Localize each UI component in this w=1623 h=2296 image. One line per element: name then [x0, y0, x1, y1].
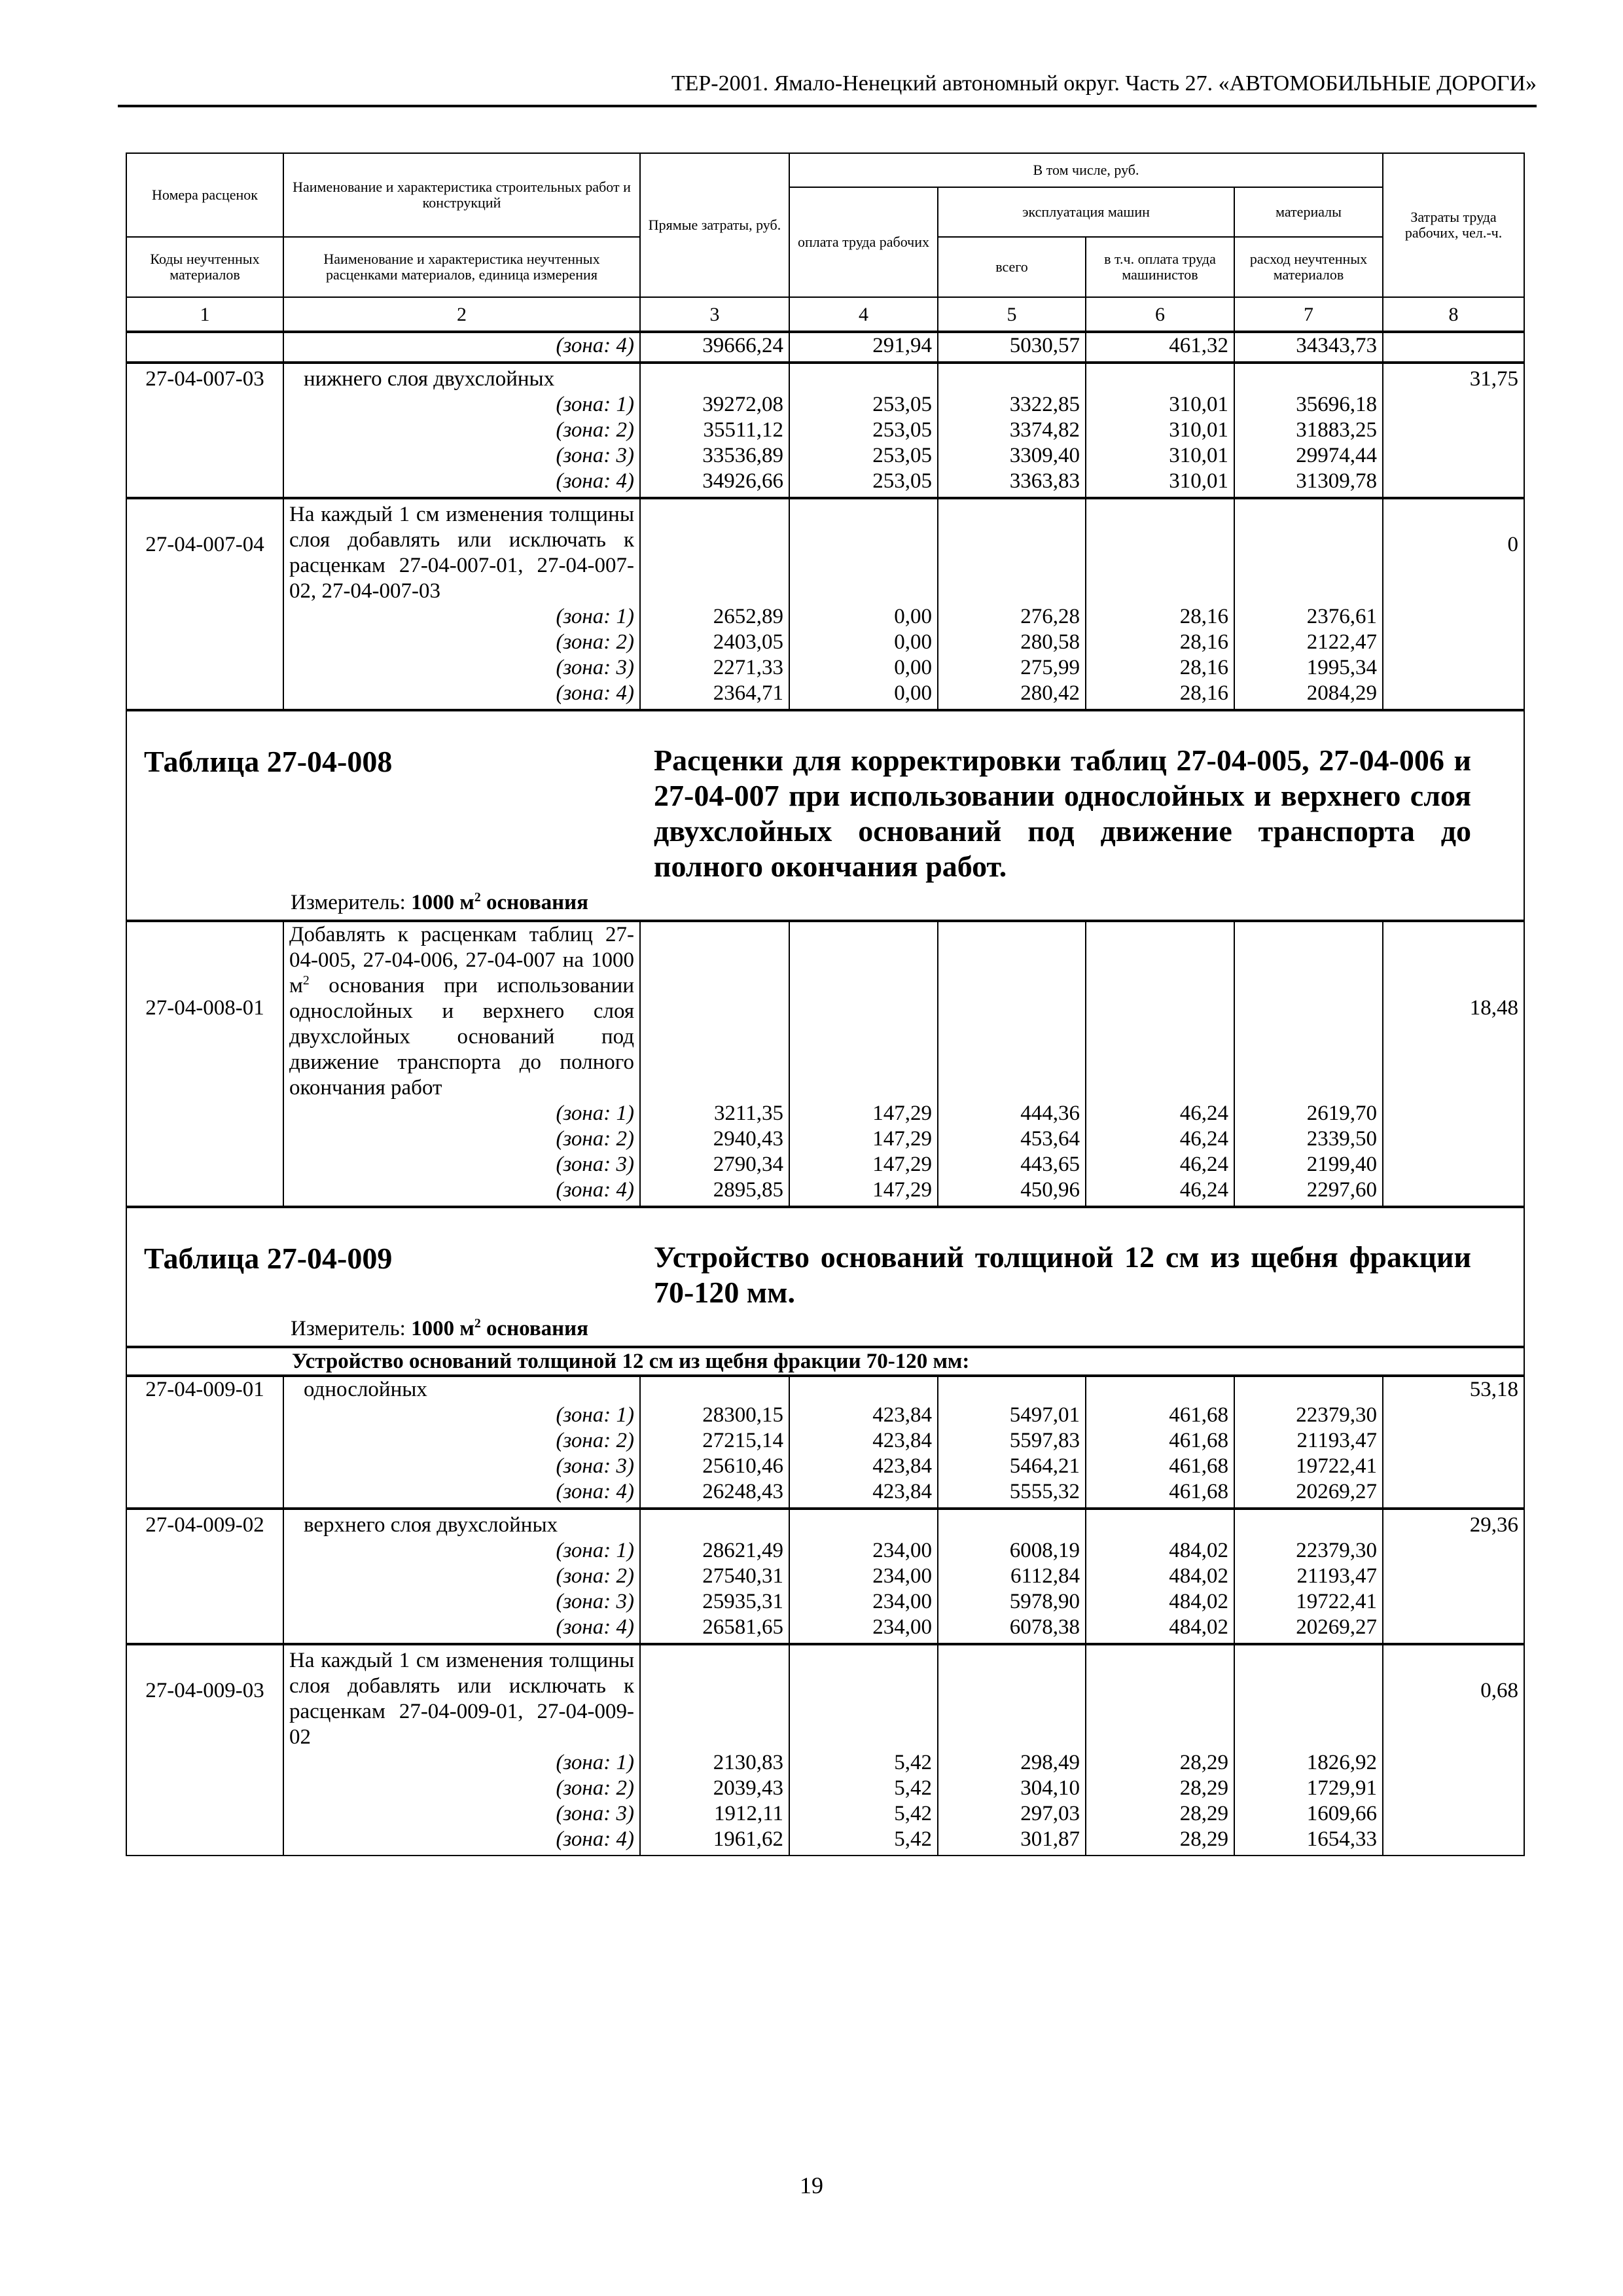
cost-value: 26248,43 [640, 1479, 789, 1509]
labor-hours: 0,68 [1383, 1644, 1524, 1856]
zone-label: (зона: 4) [283, 332, 640, 363]
zone-label: (зона: 3) [283, 655, 640, 681]
cost-value: 1912,11 [640, 1801, 789, 1827]
cost-value: 20269,27 [1234, 1479, 1383, 1509]
cost-value: 310,01 [1086, 418, 1234, 443]
cost-value: 35511,12 [640, 418, 789, 443]
cost-value: 2271,33 [640, 655, 789, 681]
cost-value: 234,00 [789, 1589, 938, 1615]
header-unaccounted-materials: расход неучтенных материалов [1234, 237, 1383, 297]
cost-value: 3363,83 [938, 469, 1086, 498]
zone-row [126, 1564, 1524, 1589]
rate-name: На каждый 1 см изменения толщины слоя добавлять или исключать к расценкам 27-04-009-01, 27-04-009-02 [283, 1644, 640, 1750]
zone-row [126, 1126, 1524, 1152]
zone-label: (зона: 1) [283, 604, 640, 630]
cost-value: 2376,61 [1234, 604, 1383, 630]
cost-value: 5497,01 [938, 1403, 1086, 1428]
rate-row-27-04-009-02 [126, 1509, 1524, 1538]
header-materials: материалы [1234, 187, 1383, 237]
header-operator-wages: в т.ч. оплата труда машинистов [1086, 237, 1234, 297]
page-number: 19 [800, 2172, 823, 2198]
cost-value: 28,16 [1086, 630, 1234, 655]
cost-value: 46,24 [1086, 1101, 1234, 1126]
table-description: Расценки для корректировки таблиц 27-04-005, 27-04-006 и 27-04-007 при использовании однослойных и верхнего слоя двухслойных оснований под движение транспорта до полного окончания работ. [654, 744, 1472, 883]
cost-value: 1826,92 [1234, 1750, 1383, 1776]
cost-value: 6008,19 [938, 1538, 1086, 1564]
zone-row [126, 1827, 1524, 1856]
labor-hours: 53,18 [1383, 1376, 1524, 1509]
rate-row-27-04-007-03 [126, 363, 1524, 392]
cost-value: 280,58 [938, 630, 1086, 655]
cost-value: 6112,84 [938, 1564, 1086, 1589]
cost-value: 5,42 [789, 1801, 938, 1827]
cost-value: 28,29 [1086, 1776, 1234, 1801]
zone-row [126, 392, 1524, 418]
zone-label: (зона: 4) [283, 1479, 640, 1509]
cost-value: 46,24 [1086, 1126, 1234, 1152]
zone-label: (зона: 1) [283, 392, 640, 418]
cost-value: 253,05 [789, 418, 938, 443]
cost-value: 423,84 [789, 1403, 938, 1428]
cost-value: 5978,90 [938, 1589, 1086, 1615]
cost-value: 1995,34 [1234, 655, 1383, 681]
zone-label: (зона: 4) [283, 1827, 640, 1856]
cost-value: 2619,70 [1234, 1101, 1383, 1126]
cost-value: 2339,50 [1234, 1126, 1383, 1152]
measure-unit: Измеритель: 1000 $м^2$ основания [291, 890, 589, 914]
cost-value: 27215,14 [640, 1428, 789, 1454]
cost-value: 147,29 [789, 1126, 938, 1152]
cost-value: 21193,47 [1234, 1564, 1383, 1589]
cost-value: 5030,57 [938, 332, 1086, 363]
cost-value: 6078,38 [938, 1615, 1086, 1644]
cost-value: 3211,35 [640, 1101, 789, 1126]
cost-value: 28,29 [1086, 1801, 1234, 1827]
cost-value: 35696,18 [1234, 392, 1383, 418]
cost-value: 25935,31 [640, 1589, 789, 1615]
header-worker-wages: оплата труда рабочих [789, 187, 938, 297]
cost-value: 291,94 [789, 332, 938, 363]
cost-value: 453,64 [938, 1126, 1086, 1152]
cost-value: 21193,47 [1234, 1428, 1383, 1454]
cost-value: 46,24 [1086, 1152, 1234, 1177]
rate-name: нижнего слоя двухслойных [283, 363, 640, 392]
cost-value: 20269,27 [1234, 1615, 1383, 1644]
cost-value: 5597,83 [938, 1428, 1086, 1454]
zone-row [126, 1750, 1524, 1776]
table-27-04-008-title [126, 710, 1524, 921]
rate-code: 27-04-009-02 [126, 1509, 283, 1644]
cost-value: 5464,21 [938, 1454, 1086, 1479]
cost-value: 26581,65 [640, 1615, 789, 1644]
running-head: ТЕР-2001. Ямало-Ненецкий автономный округ. Часть 27. «АВТОМОБИЛЬНЫЕ ДОРОГИ» [671, 71, 1537, 96]
zone-label: (зона: 2) [283, 1776, 640, 1801]
labor-hours: 18,48 [1383, 921, 1524, 1207]
zone-row [126, 1479, 1524, 1509]
cost-value: 3322,85 [938, 392, 1086, 418]
cost-value: 29974,44 [1234, 443, 1383, 469]
zone-label: (зона: 2) [283, 630, 640, 655]
cost-value: 234,00 [789, 1564, 938, 1589]
rate-name: Добавлять к расценкам таблиц 27-04-005, 27-04-006, 27-04-007 на 1000 $м^2$ основания при использовании однослойных и верхнего слоя двухслойных оснований под движение транспорта до полного окончания работ [283, 921, 640, 1101]
cost-value: 3374,82 [938, 418, 1086, 443]
rates-table [126, 152, 1525, 1856]
zone-row [126, 1428, 1524, 1454]
cost-value: 46,24 [1086, 1177, 1234, 1207]
cost-value: 280,42 [938, 681, 1086, 710]
cost-value: 423,84 [789, 1479, 938, 1509]
cost-value: 1609,66 [1234, 1801, 1383, 1827]
cost-value: 301,87 [938, 1827, 1086, 1856]
header-material-names: Наименование и характеристика неучтенных расценками материалов, единица измерения [283, 237, 640, 297]
zone-label: (зона: 3) [283, 443, 640, 469]
cost-value: 2130,83 [640, 1750, 789, 1776]
cost-value: 484,02 [1086, 1564, 1234, 1589]
cost-value: 34926,66 [640, 469, 789, 498]
table-description: Устройство оснований толщиной 12 см из щебня фракции 70-120 мм. [654, 1240, 1472, 1309]
cost-value: 2199,40 [1234, 1152, 1383, 1177]
zone-row [126, 1538, 1524, 1564]
rate-code: 27-04-007-04 [126, 498, 283, 710]
zone-label: (зона: 2) [283, 1564, 640, 1589]
cost-value: 253,05 [789, 443, 938, 469]
cost-value: 310,01 [1086, 443, 1234, 469]
rate-code: 27-04-009-01 [126, 1376, 283, 1509]
cost-value: 19722,41 [1234, 1454, 1383, 1479]
header-machines-total: всего [938, 237, 1086, 297]
zone-row [126, 1403, 1524, 1428]
cost-value: 22379,30 [1234, 1538, 1383, 1564]
cost-value: 461,68 [1086, 1403, 1234, 1428]
cost-value: 2039,43 [640, 1776, 789, 1801]
rate-row-27-04-007-04 [126, 498, 1524, 604]
cost-value: 253,05 [789, 392, 938, 418]
cost-value: 28,16 [1086, 604, 1234, 630]
zone-row [126, 1776, 1524, 1801]
cost-value: 2297,60 [1234, 1177, 1383, 1207]
rate-name: однослойных [283, 1376, 640, 1403]
cost-value: 310,01 [1086, 392, 1234, 418]
cost-value: 450,96 [938, 1177, 1086, 1207]
cost-value: 0,00 [789, 630, 938, 655]
cost-value: 484,02 [1086, 1589, 1234, 1615]
cost-value: 5,42 [789, 1827, 938, 1856]
rate-code: 27-04-007-03 [126, 363, 283, 498]
measure-unit: Измеритель: 1000 $м^2$ основания [291, 1316, 589, 1340]
table-row [126, 332, 1524, 363]
header-rule [118, 105, 1537, 107]
header-direct-costs: Прямые затраты, руб. [640, 153, 789, 297]
zone-label: (зона: 2) [283, 418, 640, 443]
zone-row [126, 1152, 1524, 1177]
cost-value: 1729,91 [1234, 1776, 1383, 1801]
cost-value: 461,32 [1086, 332, 1234, 363]
zone-label: (зона: 3) [283, 1454, 640, 1479]
cost-value: 28,16 [1086, 655, 1234, 681]
cost-value: 0,00 [789, 681, 938, 710]
zone-row [126, 1589, 1524, 1615]
cost-value: 275,99 [938, 655, 1086, 681]
zone-label: (зона: 1) [283, 1101, 640, 1126]
header-including: В том числе, руб. [789, 153, 1383, 187]
zone-label: (зона: 1) [283, 1538, 640, 1564]
cost-value: 5,42 [789, 1776, 938, 1801]
cost-value: 147,29 [789, 1177, 938, 1207]
zone-row [126, 1615, 1524, 1644]
zone-row [126, 1454, 1524, 1479]
zone-label: (зона: 2) [283, 1126, 640, 1152]
table-name: Таблица 27-04-009 [144, 1242, 393, 1275]
labor-hours: 29,36 [1383, 1509, 1524, 1644]
table-27-04-009-title [126, 1207, 1524, 1347]
cost-value: 461,68 [1086, 1454, 1234, 1479]
cost-value: 444,36 [938, 1101, 1086, 1126]
zone-row [126, 469, 1524, 498]
zone-row [126, 1101, 1524, 1126]
cost-value: 423,84 [789, 1428, 938, 1454]
cost-value: 147,29 [789, 1152, 938, 1177]
cost-value: 2790,34 [640, 1152, 789, 1177]
rate-row-27-04-009-01 [126, 1376, 1524, 1403]
rate-row-27-04-008-01 [126, 921, 1524, 1101]
cost-value: 28621,49 [640, 1538, 789, 1564]
cost-value: 2403,05 [640, 630, 789, 655]
header-rate-numbers: Номера расценок [126, 153, 283, 237]
cost-value: 28300,15 [640, 1403, 789, 1428]
zone-row [126, 1801, 1524, 1827]
zone-row [126, 418, 1524, 443]
cost-value: 461,68 [1086, 1428, 1234, 1454]
zone-label: (зона: 3) [283, 1801, 640, 1827]
cost-value: 310,01 [1086, 469, 1234, 498]
zone-row [126, 443, 1524, 469]
cost-value: 31883,25 [1234, 418, 1383, 443]
cost-value: 2940,43 [640, 1126, 789, 1152]
zone-label: (зона: 4) [283, 1177, 640, 1207]
cost-value: 304,10 [938, 1776, 1086, 1801]
zone-row [126, 655, 1524, 681]
zone-row [126, 604, 1524, 630]
cost-value: 5555,32 [938, 1479, 1086, 1509]
cost-value: 2122,47 [1234, 630, 1383, 655]
cost-value: 3309,40 [938, 443, 1086, 469]
cost-value: 0,00 [789, 655, 938, 681]
zone-label: (зона: 3) [283, 1152, 640, 1177]
cost-value: 31309,78 [1234, 469, 1383, 498]
column-numbers-row: 1 2 3 4 5 6 7 8 [126, 297, 1524, 332]
cost-value: 33536,89 [640, 443, 789, 469]
cost-value: 1654,33 [1234, 1827, 1383, 1856]
cost-value: 22379,30 [1234, 1403, 1383, 1428]
cost-value: 28,29 [1086, 1750, 1234, 1776]
cost-value: 443,65 [938, 1152, 1086, 1177]
cost-value: 25610,46 [640, 1454, 789, 1479]
zone-label: (зона: 4) [283, 1615, 640, 1644]
labor-hours: 0 [1383, 498, 1524, 710]
zone-label: (зона: 1) [283, 1750, 640, 1776]
cost-value: 39666,24 [640, 332, 789, 363]
cost-value: 34343,73 [1234, 332, 1383, 363]
rate-row-27-04-009-03 [126, 1644, 1524, 1750]
cost-value: 484,02 [1086, 1615, 1234, 1644]
zone-label: (зона: 4) [283, 469, 640, 498]
cost-value: 234,00 [789, 1538, 938, 1564]
cost-value: 2652,89 [640, 604, 789, 630]
cost-value: 2895,85 [640, 1177, 789, 1207]
zone-row [126, 1177, 1524, 1207]
cost-value: 234,00 [789, 1615, 938, 1644]
cost-value: 28,29 [1086, 1827, 1234, 1856]
cost-value: 253,05 [789, 469, 938, 498]
cost-value: 27540,31 [640, 1564, 789, 1589]
cost-value: 276,28 [938, 604, 1086, 630]
cost-value: 461,68 [1086, 1479, 1234, 1509]
rate-code: 27-04-008-01 [126, 921, 283, 1207]
labor-hours: 31,75 [1383, 363, 1524, 498]
cost-value: 147,29 [789, 1101, 938, 1126]
zone-label: (зона: 4) [283, 681, 640, 710]
cost-value: 19722,41 [1234, 1589, 1383, 1615]
cost-value: 423,84 [789, 1454, 938, 1479]
cost-value: 2364,71 [640, 681, 789, 710]
cost-value: 297,03 [938, 1801, 1086, 1827]
header-material-codes: Коды неучтенных материалов [126, 237, 283, 297]
cost-value: 2084,29 [1234, 681, 1383, 710]
zone-label: (зона: 3) [283, 1589, 640, 1615]
zone-row [126, 681, 1524, 710]
cost-value: 5,42 [789, 1750, 938, 1776]
cost-value: 0,00 [789, 604, 938, 630]
header-work-name: Наименование и характеристика строительных работ и конструкций [283, 153, 640, 237]
cost-value: 28,16 [1086, 681, 1234, 710]
rate-name: верхнего слоя двухслойных [283, 1509, 640, 1538]
zone-row [126, 630, 1524, 655]
zone-label: (зона: 2) [283, 1428, 640, 1454]
cost-value: 39272,08 [640, 392, 789, 418]
section-subheading: Устройство оснований толщиной 12 см из щебня фракции 70-120 мм: [126, 1347, 1524, 1376]
zone-label: (зона: 1) [283, 1403, 640, 1428]
table-name: Таблица 27-04-008 [144, 745, 393, 778]
rate-code: 27-04-009-03 [126, 1644, 283, 1856]
header-labor-hours: Затраты труда рабочих, чел.-ч. [1383, 153, 1524, 297]
rate-name: На каждый 1 см изменения толщины слоя добавлять или исключать к расценкам 27-04-007-01, 27-04-007-02, 27-04-007-03 [283, 498, 640, 604]
cost-value: 1961,62 [640, 1827, 789, 1856]
header-machine-operation: эксплуатация машин [938, 187, 1234, 237]
cost-value: 298,49 [938, 1750, 1086, 1776]
cost-value: 484,02 [1086, 1538, 1234, 1564]
